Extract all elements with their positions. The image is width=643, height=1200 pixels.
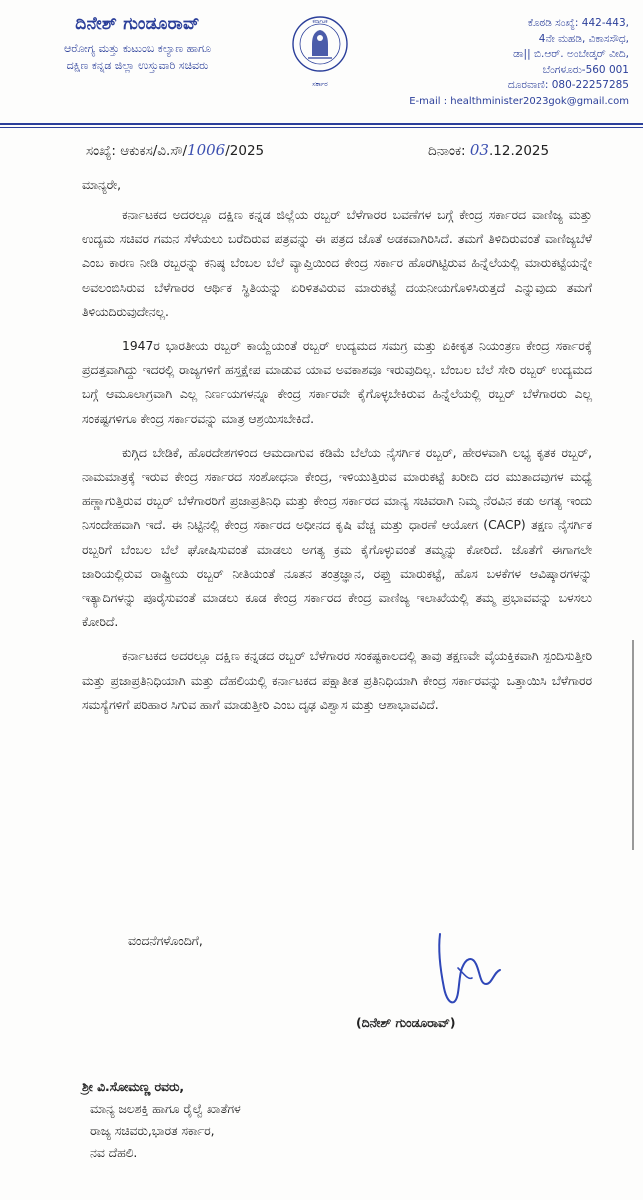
closing: ವಂದನೆಗಳೊಂದಿಗೆ, xyxy=(128,934,203,948)
paragraph-2: 1947ರ ಭಾರತೀಯ ರಬ್ಬರ್ ಕಾಯ್ದೆಯಂತೆ ರಬ್ಬರ್ ಉದ್ಯಮದ ಸಮಗ್ರ ಮತ್ತು ಏಕೀಕೃತ ನಿಯಂತ್ರಣ ಕೇಂದ್ರ ಸರ್ಕಾರಕ್ಕೆ ಪ್ರದತ್ತವಾಗಿದ್ದು ಇದರಲ್ಲಿ ರಾಜ್ಯಗಳಿಗೆ ಹಸ್ತಕ್ಷೇಪ ಮಾಡುವ ಯಾವ ಅವಕಾಶವೂ ಇರುವುದಿಲ್ಲ. ಬೆಂಬಲ ಬೆಲೆ ಸೇರಿ ರಬ್ಬರ್ ಉದ್ಯಮದ ಬಗ್ಗೆ ಆಮೂಲಾಗ್ರವಾಗಿ ಎಲ್ಲ ನಿರ್ಣಯಗಳನ್ನೂ ಕೇಂದ್ರ ಸರ್ಕಾರವೇ ಕೈಗೊಳ್ಳಬೇಕಿರುವ ಹಿನ್ನೆಲೆಯಲ್ಲಿ ರಬ್ಬರ್ ಬೆಳೆಗಾರರು ಎಲ್ಲ ಸಂಕಷ್ಟಗಳಿಗೂ ಕೇಂದ್ರ ಸರ್ಕಾರವನ್ನು ಮಾತ್ರ ಆಶ್ರಯಿಸಬೇಕಿದೆ. xyxy=(82,339,592,426)
reference-prefix: ಸಂಖ್ಯೆ: ಆಕುಕಸ/ವಿ.ಸೌ/ xyxy=(86,143,188,159)
designation-line-1: ಆರೋಗ್ಯ ಮತ್ತು ಕುಟುಂಬ ಕಲ್ಯಾಣ ಹಾಗೂ xyxy=(63,42,212,55)
address-line-3: ಡಾ|| ಬಿ.ಆರ್. ಅಂಬೇಡ್ಕರ್ ವೀದಿ, xyxy=(513,48,629,60)
addressee-line-2: ರಾಜ್ಯ ಸಚಿವರು,ಭಾರತ ಸರ್ಕಾರ, xyxy=(90,1124,215,1138)
addressee-line-3: ನವ ದೆಹಲಿ. xyxy=(90,1146,138,1160)
date-handwritten-day: 03 xyxy=(469,141,489,159)
paragraph-4: ಕರ್ನಾಟಕದ ಅದರಲ್ಲೂ ದಕ್ಷಿಣ ಕನ್ನಡದ ರಬ್ಬರ್ ಬೆಳೆಗಾರರ ಸಂಕಷ್ಟಕಾಲದಲ್ಲಿ ತಾವು ತಕ್ಷಣವೇ ವೈಯಕ್ತಿಕವಾಗಿ ಸ್ಪಂದಿಸುತ್ತೀರಿ ಮತ್ತು ಪ್ರಜಾಪ್ರತಿನಿಧಿಯಾಗಿ ಮತ್ತು ದೆಹಲಿಯಲ್ಲಿ ಕರ್ನಾಟಕದ ಪಕ್ಷಾತೀತ ಪ್ರತಿನಿಧಿಯಾಗಿ ಕೇಂದ್ರ ಸರ್ಕಾರವನ್ನು ಒತ್ತಾಯಿಸಿ ಬೆಳೆಗಾರರ ಸಮಸ್ಯೆಗಳಿಗೆ ಪರಿಹಾರ ಸಿಗುವ ಹಾಗೆ ಮಾಡುತ್ತೀರಿ ಎಂಬ ದೃಢ ವಿಶ್ವಾಸ ಮತ್ತು ಆಶಾಭಾವವಿದೆ. xyxy=(82,649,592,712)
addressee-block xyxy=(82,1076,241,1164)
phone-line: ದೂರವಾಣಿ: 080-22257285 xyxy=(507,79,629,91)
karnataka-emblem-icon xyxy=(290,14,350,92)
email-line: E-mail : healthminister2023gok@gmail.com xyxy=(409,95,629,107)
letterhead-left xyxy=(10,14,265,74)
designation-line-2: ದಕ್ಷಿಣ ಕನ್ನಡ ಜಿಲ್ಲಾ ಉಸ್ತುವಾರಿ ಸಚಿವರು xyxy=(66,59,209,72)
header-rule-thin xyxy=(0,127,643,128)
addressee-line-1: ಮಾನ್ಯ ಜಲಶಕ್ತಿ ಹಾಗೂ ರೈಲ್ವೆ ಖಾತೆಗಳ xyxy=(90,1102,241,1116)
letter-date xyxy=(428,141,549,159)
emblem-text-bottom: ಸರ್ಕಾರ xyxy=(312,80,328,88)
paragraph-1: ಕರ್ನಾಟಕದ ಅದರಲ್ಲೂ ದಕ್ಷಿಣ ಕನ್ನಡ ಜಿಲ್ಲೆಯ ರಬ್ಬರ್ ಬೆಳೆಗಾರರ ಬವಣೆಗಳ ಬಗ್ಗೆ ಕೇಂದ್ರ ಸರ್ಕಾರದ ವಾಣಿಜ್ಯ ಮತ್ತು ಉದ್ಯಮ ಸಚಿವರ ಗಮನ ಸೆಳೆಯಲು ಬರೆದಿರುವ ಪತ್ರವನ್ನು ಈ ಪತ್ರದ ಜೊತೆ ಅಡಕವಾಗಿರಿಸಿದೆ. ತಮಗೆ ತಿಳಿದಿರುವಂತೆ ವಾಣಿಜ್ಯಬೆಳೆ ಎಂಬ ಕಾರಣ ನೀಡಿ ರಬ್ಬರನ್ನು ಕನಿಷ್ಠ ಬೆಂಬಲ ಬೆಲೆ ವ್ಯಾಪ್ತಿಯಿಂದ ಕೇಂದ್ರ ಸರ್ಕಾರ ಹೊರಗಿಟ್ಟಿರುವ ಹಿನ್ನೆಲೆಯಲ್ಲಿ ಮಾರುಕಟ್ಟೆಯನ್ನೇ ಅವಲಂಬಿಸಿರುವ ಬೆಳೆಗಾರರ ಆರ್ಥಿಕ ಸ್ಥಿತಿಯನ್ನು ಏರಿಳಿತವಿರುವ ಮಾರುಕಟ್ಟೆ ದಯನೀಯಗೊಳಿಸಿರುತ್ತದೆ ಎನ್ನುವುದು ತಮಗೆ ತಿಳಿಯದಿರುವುದೇನಲ್ಲ. xyxy=(82,208,592,319)
sender-name: ದಿನೇಶ್ ಗುಂಡೂರಾವ್ xyxy=(75,14,200,34)
sender-designation xyxy=(10,40,265,74)
scan-edge-mark xyxy=(632,640,634,850)
letter-body xyxy=(82,178,592,727)
signatory-name: (ದಿನೇಶ್ ಗುಂಡೂರಾವ್) xyxy=(356,1016,456,1030)
address-line-1: ಕೊಠಡಿ ಸಂಖ್ಯೆ: 442-443, xyxy=(527,17,629,29)
reference-suffix: /2025 xyxy=(225,143,265,159)
date-rest: .12.2025 xyxy=(488,143,550,159)
emblem-text-top: ಕರ್ನಾಟಕ xyxy=(312,19,328,25)
signature-icon xyxy=(428,928,518,1010)
addressee-name: ಶ್ರೀ ವಿ.ಸೋಮಣ್ಣ ರವರು, xyxy=(82,1080,185,1094)
paragraph-3: ಕುಗ್ಗಿದ ಬೇಡಿಕೆ, ಹೊರದೇಶಗಳಿಂದ ಆಮದಾಗುವ ಕಡಿಮೆ ಬೆಲೆಯ ನೈಸರ್ಗಿಕ ರಬ್ಬರ್, ಹೇರಳವಾಗಿ ಲಭ್ಯ ಕೃತಕ ರಬ್ಬರ್, ನಾಮಮಾತ್ರಕ್ಕೆ ಇರುವ ಕೇಂದ್ರ ಸರ್ಕಾರದ ಸಂಶೋಧನಾ ಕೇಂದ್ರ, ಇಳಿಯುತ್ತಿರುವ ಮಾರುಕಟ್ಟೆ ಖರೀದಿ ದರ ಮುತಾದವುಗಳ ಮಧ್ಯೆ ಹಣ್ಣಾಗುತ್ತಿರುವ ರಬ್ಬರ್ ಬೆಳೆಗಾರರಿಗೆ ಪ್ರಜಾಪ್ರತಿನಿಧಿ ಮತ್ತು ಕೇಂದ್ರ ಸರ್ಕಾರದ ಮಾನ್ಯ ಸಚಿವರಾಗಿ ನಿಮ್ಮ ನೆರವಿನ ಕಡು ಅಗತ್ಯ ಇಂದು ನಿಸಂದೇಹವಾಗಿ ಇದೆ. ಈ ನಿಟ್ಟಿನಲ್ಲಿ ಕೇಂದ್ರ ಸರ್ಕಾರದ ಅಧೀನದ ಕೃಷಿ ವೆಚ್ಚ ಮತ್ತು ಧಾರಣೆ ಆಯೋಗ (CACP) ತಕ್ಷಣ ನೈಸರ್ಗಿಕ ರಬ್ಬರಿಗೆ ಬೆಂಬಲ ಬೆಲೆ ಘೋಷಿಸುವಂತೆ ಮಾಡಲು ಅಗತ್ಯ ಕ್ರಮ ಕೈಗೊಳ್ಳುವಂತೆ ತಮ್ಮನ್ನು ಕೋರಿದೆ. ಜೊತೆಗೆ ಈಗಾಗಲೇ ಜಾರಿಯಲ್ಲಿರುವ ರಾಷ್ಟ್ರೀಯ ರಬ್ಬರ್ ನೀತಿಯಂತೆ ನೂತನ ತಂತ್ರಜ್ಞಾನ, ರಫ್ತು ಮಾರುಕಟ್ಟೆ, ಹೊಸ ಬಳಕೆಗಳ ಆವಿಷ್ಕಾರಗಳನ್ನು ಇತ್ಯಾದಿಗಳನ್ನು ಪೂರೈಸುವಂತೆ ಮಾಡಲು ಕೂಡ ಕೇಂದ್ರ ಸರ್ಕಾರದ ಕೇಂದ್ರ ವಾಣಿಜ್ಯ ಇಲಾಖೆಯಲ್ಲಿ ತಮ್ಮ ಪ್ರಭಾವವನ್ನು ಬಳಸಲು ಕೋರಿದೆ. xyxy=(82,445,592,630)
reference-number xyxy=(86,141,264,159)
header-rule-thick xyxy=(0,123,643,125)
letterhead-address xyxy=(389,16,629,109)
address-line-4: ಬೆಂಗಳೂರು-560 001 xyxy=(542,63,629,76)
reference-handwritten-number: 1006 xyxy=(187,141,226,159)
salutation: ಮಾನ್ಯರೇ, xyxy=(82,178,122,192)
address-line-2: 4ನೇ ಮಹಡಿ, ವಿಕಾಸಸೌಧ, xyxy=(538,32,629,45)
date-label: ದಿನಾಂಕ: xyxy=(428,143,470,159)
